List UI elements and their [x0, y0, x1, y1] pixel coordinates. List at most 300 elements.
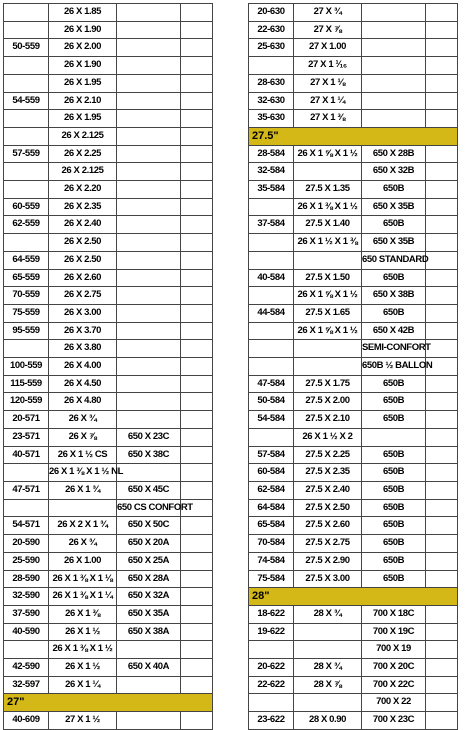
table-row [4, 110, 213, 128]
inch-size-cell: 27 X 1 ½ [49, 712, 117, 730]
inch-size-cell: 27 X ¾ [294, 4, 362, 22]
notes-cell [181, 163, 213, 181]
notes-cell [426, 659, 458, 677]
table-row [4, 287, 213, 305]
notes-cell [426, 712, 458, 730]
etrto-cell [249, 287, 294, 305]
french-size-cell: 650B [362, 499, 426, 517]
table-row [249, 358, 458, 376]
etrto-cell: 28-590 [4, 570, 49, 588]
french-size-cell: 700 X 19C [362, 623, 426, 641]
table-row [249, 287, 458, 305]
etrto-cell: 62-584 [249, 481, 294, 499]
table-row [4, 481, 213, 499]
inch-size-cell: 26 X 1 ½ X 1 ⅜ [294, 234, 362, 252]
inch-size-cell: 27 X 1 ¼ [294, 92, 362, 110]
table-row [4, 234, 213, 252]
table-row [249, 340, 458, 358]
notes-cell [426, 92, 458, 110]
notes-cell [426, 110, 458, 128]
french-size-cell [117, 181, 181, 199]
notes-cell [181, 216, 213, 234]
inch-size-cell: 27 X 1.00 [294, 39, 362, 57]
french-size-cell [117, 269, 181, 287]
etrto-cell: 50-584 [249, 393, 294, 411]
notes-cell [181, 517, 213, 535]
etrto-cell [249, 251, 294, 269]
left-table-body [4, 4, 213, 730]
inch-size-cell: 26 X 1 ⅜ [49, 605, 117, 623]
french-size-cell: 650 STANDARD [362, 251, 426, 269]
french-size-cell [117, 57, 181, 75]
inch-size-cell: 26 X 2.60 [49, 269, 117, 287]
inch-size-cell: 26 X 1 ¼ [49, 676, 117, 694]
french-size-cell [117, 287, 181, 305]
right-size-table [248, 3, 453, 730]
inch-size-cell: 27 X 1 ¹⁄₁₆ [294, 57, 362, 75]
etrto-cell: 75-584 [249, 570, 294, 588]
notes-cell [181, 605, 213, 623]
notes-cell [426, 74, 458, 92]
inch-size-cell [294, 694, 362, 712]
inch-size-cell: 26 X 2 X 1 ¾ [49, 517, 117, 535]
notes-cell [426, 39, 458, 57]
etrto-cell: 47-584 [249, 375, 294, 393]
notes-cell [426, 464, 458, 482]
inch-size-cell: 26 X 1 ½ [49, 623, 117, 641]
notes-cell [181, 535, 213, 553]
etrto-cell: 100-559 [4, 358, 49, 376]
etrto-cell [249, 428, 294, 446]
inch-size-cell: 26 X 1 ⅝ X 1 ½ [294, 287, 362, 305]
notes-cell [426, 694, 458, 712]
notes-cell [426, 163, 458, 181]
etrto-cell: 20-571 [4, 411, 49, 429]
etrto-cell: 70-584 [249, 535, 294, 553]
table-row [249, 641, 458, 659]
etrto-cell [249, 641, 294, 659]
notes-cell [426, 251, 458, 269]
french-size-cell: 650B [362, 411, 426, 429]
section-label: 27.5" [249, 127, 458, 145]
notes-cell [181, 375, 213, 393]
french-size-cell: 650B [362, 464, 426, 482]
notes-cell [426, 4, 458, 22]
inch-size-cell: 27.5 X 2.60 [294, 517, 362, 535]
table-row [4, 393, 213, 411]
french-size-cell [117, 21, 181, 39]
notes-cell [181, 110, 213, 128]
notes-cell [426, 517, 458, 535]
table-row [4, 464, 213, 482]
inch-size-cell: 26 X 4.50 [49, 375, 117, 393]
etrto-cell [4, 74, 49, 92]
french-size-cell [117, 712, 181, 730]
inch-size-cell: 26 X 1 ⅝ X 1 ½ [294, 322, 362, 340]
notes-cell [426, 234, 458, 252]
table-row [249, 535, 458, 553]
notes-cell [181, 659, 213, 677]
french-size-cell [362, 92, 426, 110]
inch-size-cell: 26 X 1.00 [49, 552, 117, 570]
notes-cell [181, 464, 213, 482]
etrto-cell: 23-622 [249, 712, 294, 730]
etrto-cell: 57-584 [249, 446, 294, 464]
notes-cell [181, 340, 213, 358]
french-size-cell [117, 198, 181, 216]
inch-size-cell [294, 163, 362, 181]
notes-cell [426, 57, 458, 75]
table-row [249, 74, 458, 92]
table-row [4, 163, 213, 181]
french-size-cell [117, 340, 181, 358]
french-size-cell [117, 4, 181, 22]
french-size-cell [117, 676, 181, 694]
inch-size-cell [294, 251, 362, 269]
etrto-cell [249, 234, 294, 252]
notes-cell [426, 287, 458, 305]
french-size-cell [117, 163, 181, 181]
table-row [4, 623, 213, 641]
inch-size-cell: 26 X 2.10 [49, 92, 117, 110]
notes-cell [426, 198, 458, 216]
table-row [249, 304, 458, 322]
inch-size-cell [294, 641, 362, 659]
notes-cell [181, 570, 213, 588]
french-size-cell [117, 304, 181, 322]
inch-size-cell: 26 X 1 ⅜ X 1 ½ NL [49, 464, 117, 482]
table-row [4, 358, 213, 376]
inch-size-cell: 27.5 X 1.50 [294, 269, 362, 287]
etrto-cell: 40-609 [4, 712, 49, 730]
inch-size-cell: 26 X 1.90 [49, 57, 117, 75]
french-size-cell: 650 X 35B [362, 234, 426, 252]
notes-cell [181, 287, 213, 305]
notes-cell [181, 304, 213, 322]
french-size-cell: 650B [362, 181, 426, 199]
french-size-cell: 650 CS CONFORT [117, 499, 181, 517]
french-size-cell: 650B [362, 481, 426, 499]
etrto-cell: 22-630 [249, 21, 294, 39]
french-size-cell: 650 X 40A [117, 659, 181, 677]
etrto-cell: 40-590 [4, 623, 49, 641]
table-row [249, 163, 458, 181]
etrto-cell [4, 4, 49, 22]
etrto-cell: 60-559 [4, 198, 49, 216]
table-row [4, 552, 213, 570]
etrto-cell: 28-584 [249, 145, 294, 163]
notes-cell [181, 446, 213, 464]
table-row [249, 198, 458, 216]
section-header-row [4, 694, 213, 712]
french-size-cell [362, 21, 426, 39]
notes-cell [181, 39, 213, 57]
etrto-cell: 60-584 [249, 464, 294, 482]
table-row [249, 393, 458, 411]
inch-size-cell: 27 X ⅞ [294, 21, 362, 39]
notes-cell [426, 552, 458, 570]
etrto-cell: 22-622 [249, 676, 294, 694]
french-size-cell: 650 X 50C [117, 517, 181, 535]
table-row [249, 694, 458, 712]
french-size-cell: 650B [362, 304, 426, 322]
notes-cell [181, 269, 213, 287]
french-size-cell: 650 X 32A [117, 588, 181, 606]
table-row [4, 39, 213, 57]
etrto-cell: 32-597 [4, 676, 49, 694]
inch-size-cell: 26 X 2.20 [49, 181, 117, 199]
inch-size-cell: 26 X 3.70 [49, 322, 117, 340]
table-row [4, 4, 213, 22]
etrto-cell [249, 322, 294, 340]
table-row [249, 552, 458, 570]
etrto-cell [4, 234, 49, 252]
inch-size-cell: 26 X 1 ⅜ X 1 ½ [49, 641, 117, 659]
notes-cell [426, 535, 458, 553]
table-row [249, 110, 458, 128]
etrto-cell: 37-590 [4, 605, 49, 623]
table-row [249, 39, 458, 57]
table-row [249, 570, 458, 588]
notes-cell [426, 411, 458, 429]
french-size-cell: 650 X 28A [117, 570, 181, 588]
table-row [4, 375, 213, 393]
inch-size-cell: 26 X 1 ⅜ X 1 ¼ [49, 588, 117, 606]
french-size-cell [117, 110, 181, 128]
table-row [249, 57, 458, 75]
french-size-cell: 650B [362, 393, 426, 411]
notes-cell [181, 676, 213, 694]
etrto-cell [4, 499, 49, 517]
notes-cell [181, 145, 213, 163]
table-row [4, 304, 213, 322]
notes-cell [181, 4, 213, 22]
french-size-cell: 650B ½ BALLON [362, 358, 426, 376]
etrto-cell [4, 110, 49, 128]
french-size-cell: 650 X 38A [117, 623, 181, 641]
table-row [4, 74, 213, 92]
table-row [249, 4, 458, 22]
inch-size-cell: 27.5 X 2.90 [294, 552, 362, 570]
etrto-cell: 64-559 [4, 251, 49, 269]
inch-size-cell: 27.5 X 1.65 [294, 304, 362, 322]
french-size-cell: 650 X 38C [117, 446, 181, 464]
french-size-cell [117, 641, 181, 659]
notes-cell [181, 481, 213, 499]
etrto-cell: 32-584 [249, 163, 294, 181]
notes-cell [426, 322, 458, 340]
table-row [4, 57, 213, 75]
inch-size-cell: 26 X 1.85 [49, 4, 117, 22]
notes-cell [181, 322, 213, 340]
notes-cell [181, 198, 213, 216]
notes-cell [181, 127, 213, 145]
table-row [4, 181, 213, 199]
inch-size-cell: 26 X ¾ [49, 411, 117, 429]
french-size-cell: 650 X 25A [117, 552, 181, 570]
table-row [249, 216, 458, 234]
french-size-cell: 650B [362, 446, 426, 464]
french-size-cell [117, 411, 181, 429]
etrto-cell: 35-630 [249, 110, 294, 128]
etrto-cell: 19-622 [249, 623, 294, 641]
table-row [249, 375, 458, 393]
etrto-cell: 95-559 [4, 322, 49, 340]
section-label: 28" [249, 588, 458, 606]
etrto-cell: 50-559 [4, 39, 49, 57]
french-size-cell: 700 X 19 [362, 641, 426, 659]
etrto-cell: 115-559 [4, 375, 49, 393]
etrto-cell: 32-630 [249, 92, 294, 110]
notes-cell [181, 181, 213, 199]
french-size-cell [117, 216, 181, 234]
table-row [4, 21, 213, 39]
notes-cell [426, 570, 458, 588]
etrto-cell: 74-584 [249, 552, 294, 570]
french-size-cell: 650 X 35A [117, 605, 181, 623]
french-size-cell [362, 110, 426, 128]
notes-cell [426, 21, 458, 39]
french-size-cell: 700 X 22 [362, 694, 426, 712]
french-size-cell: SEMI-CONFORT [362, 340, 426, 358]
inch-size-cell: 27.5 X 2.25 [294, 446, 362, 464]
etrto-cell: 35-584 [249, 181, 294, 199]
etrto-cell: 64-584 [249, 499, 294, 517]
notes-cell [426, 623, 458, 641]
table-row [4, 127, 213, 145]
table-row [4, 605, 213, 623]
notes-cell [426, 446, 458, 464]
notes-cell [181, 358, 213, 376]
french-size-cell [362, 74, 426, 92]
etrto-cell [4, 340, 49, 358]
french-size-cell: 700 X 20C [362, 659, 426, 677]
table-row [4, 499, 213, 517]
inch-size-cell: 27.5 X 2.75 [294, 535, 362, 553]
notes-cell [426, 676, 458, 694]
notes-cell [181, 428, 213, 446]
etrto-cell: 32-590 [4, 588, 49, 606]
table-row [249, 234, 458, 252]
etrto-cell: 42-590 [4, 659, 49, 677]
notes-cell [181, 21, 213, 39]
inch-size-cell: 26 X 2.35 [49, 198, 117, 216]
inch-size-cell: 26 X 2.00 [49, 39, 117, 57]
table-row [4, 322, 213, 340]
table-row [249, 464, 458, 482]
notes-cell [181, 92, 213, 110]
etrto-cell [249, 340, 294, 358]
inch-size-cell: 27.5 X 3.00 [294, 570, 362, 588]
table-row [4, 641, 213, 659]
notes-cell [181, 234, 213, 252]
french-size-cell [117, 74, 181, 92]
table-row [4, 712, 213, 730]
section-label: 27" [4, 694, 213, 712]
french-size-cell [362, 57, 426, 75]
inch-size-cell: 27.5 X 2.50 [294, 499, 362, 517]
table-row [249, 92, 458, 110]
table-row [4, 676, 213, 694]
french-size-cell: 650B [362, 375, 426, 393]
etrto-cell: 28-630 [249, 74, 294, 92]
etrto-cell: 20-622 [249, 659, 294, 677]
french-size-cell [117, 39, 181, 57]
right-table-body [249, 4, 458, 730]
french-size-cell: 650B [362, 517, 426, 535]
inch-size-cell: 26 X 2.50 [49, 251, 117, 269]
notes-cell [181, 623, 213, 641]
french-size-cell [117, 127, 181, 145]
notes-cell [181, 552, 213, 570]
etrto-cell: 57-559 [4, 145, 49, 163]
notes-cell [181, 712, 213, 730]
etrto-cell: 70-559 [4, 287, 49, 305]
table-row [4, 659, 213, 677]
table-row [249, 659, 458, 677]
etrto-cell: 54-584 [249, 411, 294, 429]
french-size-cell [362, 4, 426, 22]
notes-cell [426, 269, 458, 287]
inch-size-cell: 26 X 2.125 [49, 127, 117, 145]
french-size-cell: 650B [362, 269, 426, 287]
french-size-cell: 700 X 18C [362, 605, 426, 623]
inch-size-cell: 27 X 1 ⅛ [294, 74, 362, 92]
inch-size-cell: 26 X 2.50 [49, 234, 117, 252]
notes-cell [181, 393, 213, 411]
inch-size-cell: 28 X ¾ [294, 659, 362, 677]
table-row [4, 570, 213, 588]
french-size-cell: 650 X 20A [117, 535, 181, 553]
notes-cell [181, 641, 213, 659]
notes-cell [181, 411, 213, 429]
french-size-cell [362, 428, 426, 446]
inch-size-cell: 26 X 1 ⅜ X 1 ⅛ [49, 570, 117, 588]
etrto-cell [4, 21, 49, 39]
inch-size-cell: 27.5 X 1.35 [294, 181, 362, 199]
etrto-cell: 44-584 [249, 304, 294, 322]
etrto-cell [249, 198, 294, 216]
etrto-cell: 25-630 [249, 39, 294, 57]
etrto-cell [4, 127, 49, 145]
french-size-cell: 650B [362, 552, 426, 570]
inch-size-cell: 26 X 2.75 [49, 287, 117, 305]
inch-size-cell [49, 499, 117, 517]
french-size-cell: 700 X 22C [362, 676, 426, 694]
table-row [4, 269, 213, 287]
french-size-cell [117, 234, 181, 252]
inch-size-cell: 26 X 1 ⅜ X 1 ½ [294, 198, 362, 216]
etrto-cell [4, 163, 49, 181]
inch-size-cell: 27.5 X 1.40 [294, 216, 362, 234]
table-row [4, 198, 213, 216]
inch-size-cell: 26 X 1.90 [49, 21, 117, 39]
inch-size-cell [294, 340, 362, 358]
inch-size-cell: 26 X 3.00 [49, 304, 117, 322]
etrto-cell: 20-630 [249, 4, 294, 22]
table-row [249, 411, 458, 429]
french-size-cell [117, 145, 181, 163]
table-row [249, 428, 458, 446]
etrto-cell: 54-571 [4, 517, 49, 535]
french-size-cell: 650B [362, 535, 426, 553]
french-size-cell: 650 X 23C [117, 428, 181, 446]
french-size-cell [117, 92, 181, 110]
table-row [249, 605, 458, 623]
french-size-cell [117, 464, 181, 482]
table-row [4, 588, 213, 606]
french-size-cell: 650 X 42B [362, 322, 426, 340]
